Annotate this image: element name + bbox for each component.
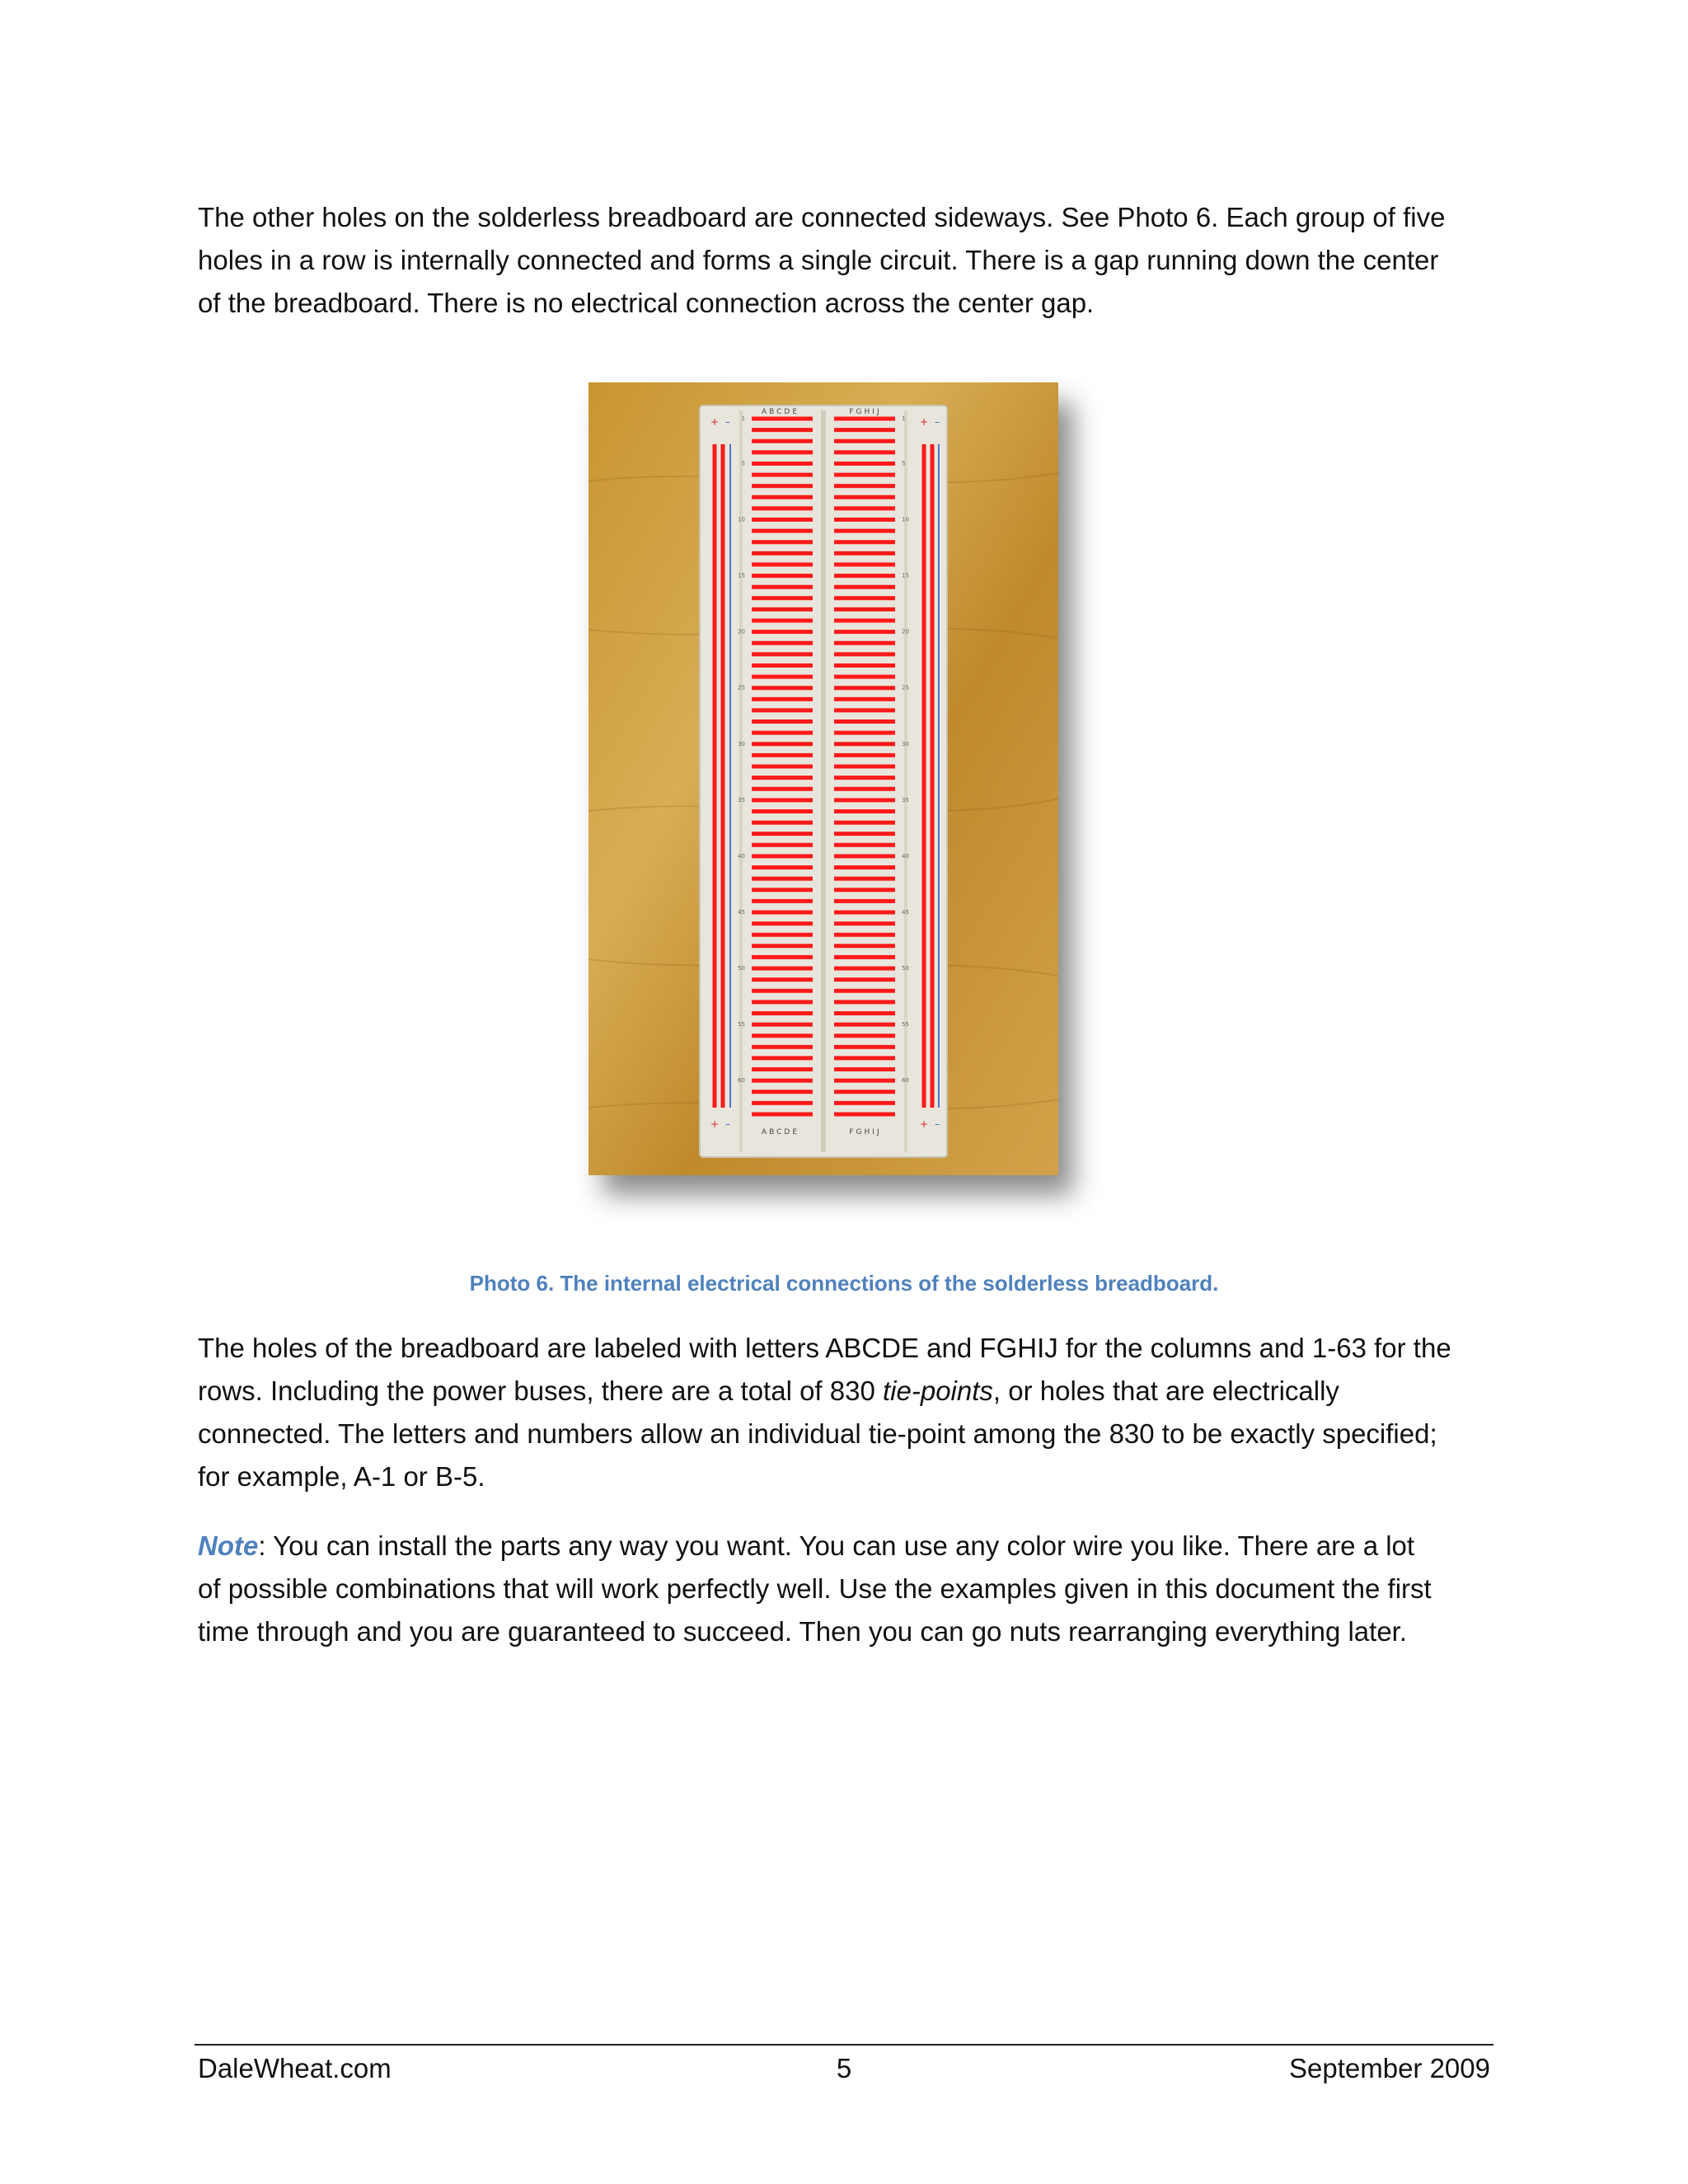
- paragraph-line: Note: You can install the parts any way you want. You can use any color wire you like. There are a lot: [198, 1530, 1415, 1561]
- footer-rule: [195, 2044, 1493, 2046]
- right-letters-top: FGHIJ: [849, 408, 882, 416]
- paragraph-line: for example, A-1 or B-5.: [198, 1461, 485, 1492]
- paragraph-line: of the breadboard. There is no electrical connection across the center gap.: [198, 288, 1095, 318]
- row-number-label: 60: [902, 1077, 909, 1085]
- paragraph-note: [198, 1525, 1500, 1653]
- row-number-label: 40: [738, 852, 745, 860]
- paragraph-line: of possible combinations that will work perfectly well. Use the examples given in this document the first: [198, 1573, 1432, 1604]
- row-number-label: 1: [902, 415, 906, 422]
- row-number-label: 45: [738, 908, 745, 916]
- plus-sign-top-right: +: [920, 416, 929, 428]
- row-number-label: 25: [902, 684, 909, 691]
- minus-sign-top-right: –: [935, 416, 940, 428]
- row-number-label: 30: [738, 740, 745, 748]
- row-number-label: 50: [738, 965, 745, 972]
- left-letters-top: ABCDE: [761, 408, 800, 416]
- note-label: Note: [198, 1530, 259, 1561]
- left-letters-bottom: ABCDE: [761, 1128, 800, 1137]
- tie-points-term: tie-points: [883, 1376, 993, 1406]
- center-gap: [821, 410, 826, 1152]
- right-letters-bottom: FGHIJ: [849, 1128, 882, 1137]
- row-number-label: 45: [902, 908, 909, 916]
- row-number-label: 10: [902, 516, 909, 523]
- paragraph-line: The holes of the breadboard are labeled with letters ABCDE and FGHIJ for the columns and 1-63 for the: [198, 1333, 1451, 1363]
- row-number-label: 55: [738, 1021, 745, 1029]
- minus-sign-top-left: –: [725, 416, 730, 428]
- minus-sign-bottom-right: –: [935, 1118, 940, 1130]
- plus-sign-top-left: +: [710, 416, 720, 428]
- row-number-label: 30: [902, 740, 909, 748]
- footer-date: September 2009: [1288, 2053, 1490, 2083]
- row-number-label: 1: [741, 415, 745, 422]
- breadboard-photo: [588, 382, 1058, 1175]
- paragraph-line: rows. Including the power buses, there are a total of 830 tie-points, or holes that are electrically: [198, 1376, 1339, 1406]
- paragraph-labels: [198, 1327, 1500, 1498]
- plus-sign-bottom-left: +: [710, 1118, 720, 1130]
- paragraph-line: holes in a row is internally connected and forms a single circuit. There is a gap running down the center: [198, 245, 1439, 275]
- row-number-label: 5: [741, 460, 745, 467]
- row-number-label: 35: [738, 796, 745, 804]
- row-number-label: 20: [738, 628, 745, 635]
- row-number-label: 10: [738, 516, 745, 523]
- row-number-label: 5: [902, 460, 906, 467]
- minus-sign-bottom-left: –: [725, 1118, 730, 1130]
- footer-page-number: 5: [836, 2053, 852, 2083]
- paragraph-intro: [198, 196, 1500, 325]
- paragraph-line: time through and you are guaranteed to succeed. Then you can go nuts rearranging everything later.: [198, 1616, 1408, 1647]
- paragraph-line: connected. The letters and numbers allow an individual tie-point among the 830 to be exactly specified;: [198, 1418, 1437, 1449]
- row-number-label: 25: [738, 684, 745, 691]
- row-number-label: 15: [738, 572, 745, 579]
- footer-site: DaleWheat.com: [198, 2053, 392, 2083]
- row-number-label: 50: [902, 965, 909, 972]
- row-number-label: 60: [738, 1077, 745, 1085]
- row-number-label: 55: [902, 1021, 909, 1029]
- row-number-label: 15: [902, 572, 909, 579]
- paragraph-line: The other holes on the solderless breadboard are connected sideways. See Photo 6. Each group of five: [198, 202, 1446, 232]
- photo-caption: Photo 6. The internal electrical connections of the solderless breadboard.: [469, 1271, 1219, 1296]
- row-number-label: 40: [902, 852, 909, 860]
- row-number-label: 35: [902, 796, 909, 804]
- plus-sign-bottom-right: +: [920, 1118, 929, 1130]
- row-number-label: 20: [902, 628, 909, 635]
